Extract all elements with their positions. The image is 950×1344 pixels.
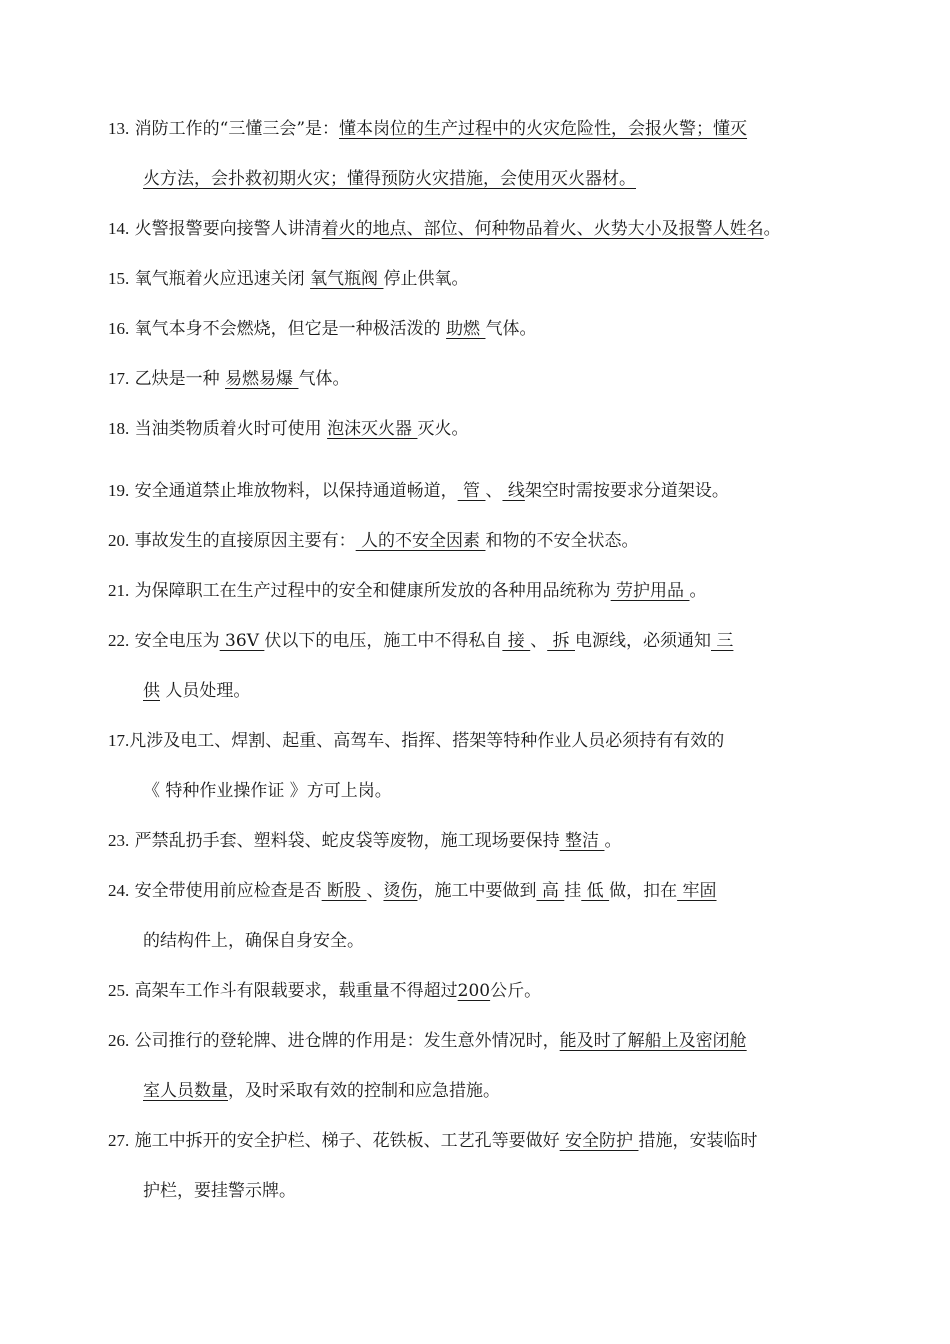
item-21: 21. 为保障职工在生产过程中的安全和健康所发放的各种用品统称为 劳护用品 。 (108, 581, 707, 601)
item-23: 23. 严禁乱扔手套、塑料袋、蛇皮袋等废物，施工现场要保持 整洁 。 (108, 831, 622, 851)
item-14: 14. 火警报警要向接警人讲清着火的地点、部位、何种物品着火、火势大小及报警人姓名。 (108, 219, 781, 239)
item-19: 19. 安全通道禁止堆放物料，以保持通道畅道， 管 、 线架空时需按要求分道架设。 (108, 481, 729, 501)
item-24: 24. 安全带使用前应检查是否 断股 、烫伤，施工中要做到 高 挂 低 做，扣在 牢固 (108, 881, 717, 901)
item-17b-cont: 《 特种作业操作证 》方可上岗。 (143, 781, 392, 801)
item-25: 25. 高架车工作斗有限载要求，载重量不得超过200公斤。 (108, 981, 542, 1001)
item-24-cont: 的结构件上，确保自身安全。 (143, 931, 364, 951)
item-15: 15. 氧气瓶着火应迅速关闭 氧气瓶阀 停止供氧。 (108, 269, 469, 289)
item-13: 13. 消防工作的“三懂三会”是：懂本岗位的生产过程中的火灾危险性，会报火警；懂灭 (108, 119, 748, 139)
item-27-cont: 护栏，要挂警示牌。 (143, 1181, 296, 1201)
item-27: 27. 施工中拆开的安全护栏、梯子、花铁板、工艺孔等要做好 安全防护 措施，安装临时 (108, 1131, 758, 1151)
item-22: 22. 安全电压为 36V 伏以下的电压，施工中不得私自 接 、 拆 电源线，必须通知 三 (108, 631, 734, 651)
item-26: 26. 公司推行的登轮牌、进仓牌的作用是：发生意外情况时，能及时了解船上及密闭舱 (108, 1031, 747, 1051)
item-17: 17. 乙炔是一种 易燃易爆 气体。 (108, 369, 350, 389)
item-13-cont: 火方法，会扑救初期火灾；懂得预防火灾措施，会使用灭火器材。 (143, 169, 636, 189)
item-22-cont: 供 人员处理。 (143, 681, 251, 701)
item-26-cont: 室人员数量，及时采取有效的控制和应急措施。 (143, 1081, 500, 1101)
item-16: 16. 氧气本身不会燃烧，但它是一种极活泼的 助燃 气体。 (108, 319, 537, 339)
item-17b: 17.凡涉及电工、焊割、起重、高驾车、指挥、搭架等特种作业人员必须持有有效的 (108, 731, 725, 751)
item-20: 20. 事故发生的直接原因主要有： 人的不安全因素 和物的不安全状态。 (108, 531, 639, 551)
item-18: 18. 当油类物质着火时可使用 泡沫灭火器 灭火。 (108, 419, 469, 439)
